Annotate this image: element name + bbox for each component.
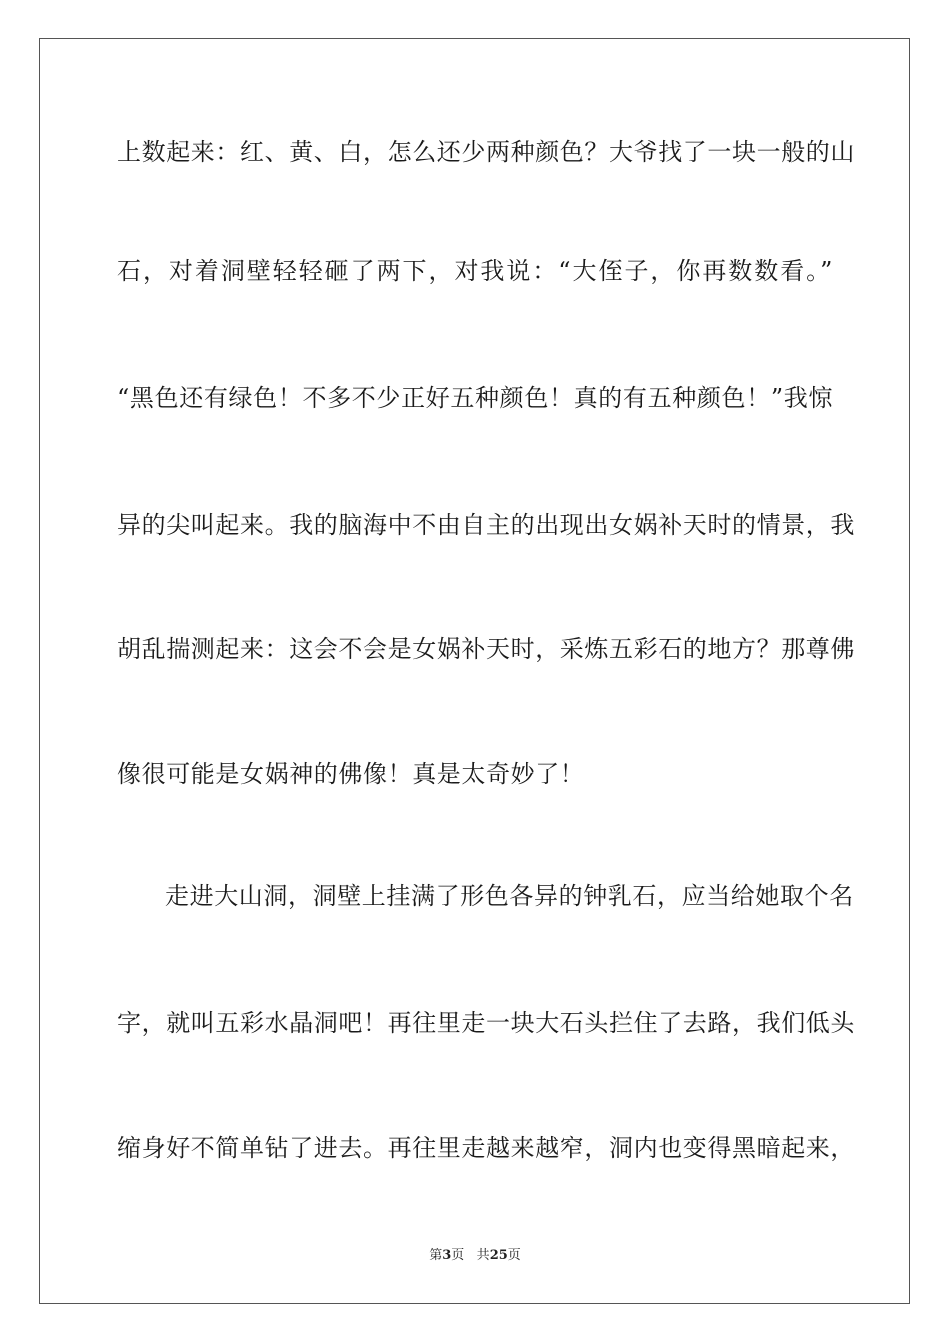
text-line-4: 异的尖叫起来。我的脑海中不由自主的出现出女娲补天时的情景，我 [117, 511, 855, 539]
text-line-5: 胡乱揣测起来：这会不会是女娲补天时，采炼五彩石的地方？那尊佛 [117, 635, 855, 663]
page-number: 3 [442, 1248, 452, 1263]
total-suffix: 页 [507, 1248, 521, 1263]
page-footer [0, 1247, 950, 1265]
text-line-3: “黑色还有绿色！不多不少正好五种颜色！真的有五种颜色！”我惊 [117, 384, 833, 412]
text-line-8: 字，就叫五彩水晶洞吧！再往里走一块大石头拦住了去路，我们低头 [117, 1009, 855, 1037]
page-suffix: 页 [451, 1248, 465, 1263]
total-pages: 25 [489, 1248, 508, 1263]
text-line-9: 缩身好不简单钻了进去。再往里走越来越窄，洞内也变得黑暗起来， [117, 1134, 855, 1162]
page-prefix: 第 [429, 1248, 443, 1263]
total-prefix: 共 [476, 1248, 490, 1263]
text-line-7: 走进大山洞，洞壁上挂满了形色各异的钟乳石，应当给她取个名 [165, 882, 854, 910]
page-border [39, 38, 910, 1304]
text-line-6: 像很可能是女娲神的佛像！真是太奇妙了！ [117, 760, 585, 788]
text-line-2: 石，对着洞壁轻轻砸了两下，对我说：“大侄子，你再数数看。” [117, 257, 833, 285]
text-line-1: 上数起来：红、黄、白，怎么还少两种颜色？大爷找了一块一般的山 [117, 138, 855, 166]
